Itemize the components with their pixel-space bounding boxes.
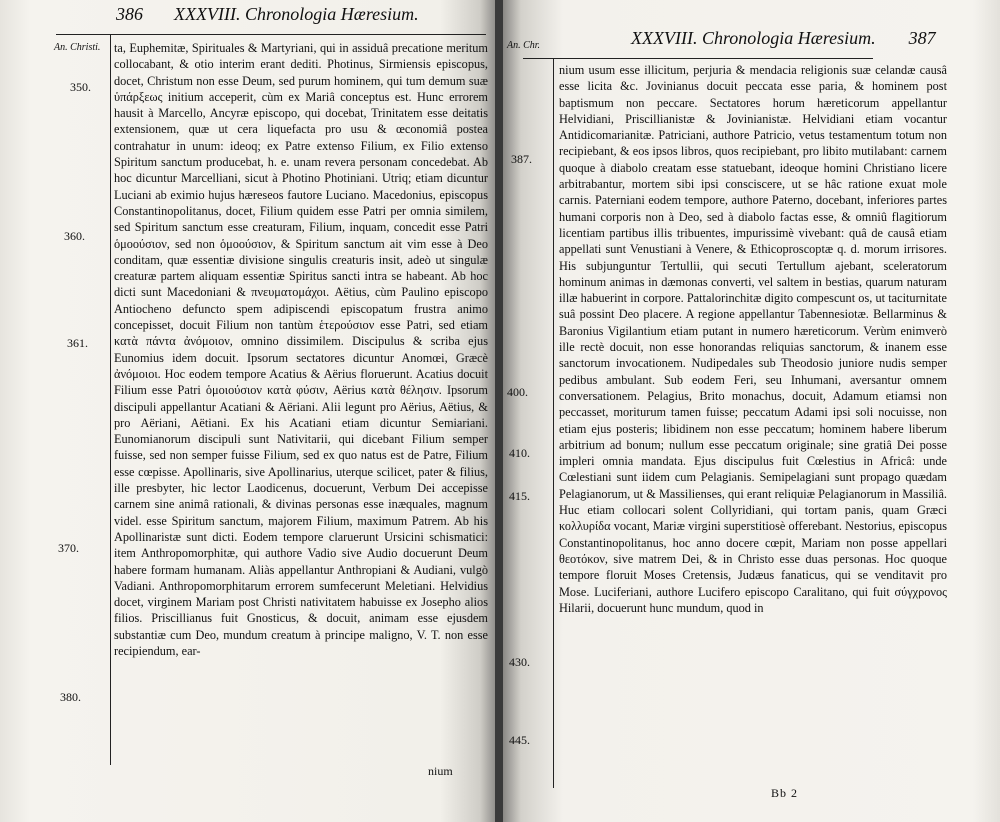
right-body-text — [559, 62, 947, 616]
year-label: 415. — [509, 489, 530, 503]
left-header-rule — [56, 34, 486, 35]
right-margin-rule — [553, 58, 554, 788]
left-page — [0, 0, 497, 822]
left-header — [116, 4, 419, 25]
year-label: 350. — [70, 80, 91, 94]
right-margin-label: An. Chr. — [507, 40, 541, 51]
year-label: 387. — [511, 152, 532, 166]
right-signature-mark: Bb 2 — [771, 786, 799, 800]
year-label: 361. — [67, 336, 88, 350]
year-label: 370. — [58, 541, 79, 555]
right-running-title: XXXVIII. Chronologia Hæresium. — [631, 28, 876, 48]
year-label: 380. — [60, 690, 81, 704]
right-header-rule — [523, 58, 873, 59]
year-label: 400. — [507, 385, 528, 399]
right-page — [503, 0, 1000, 822]
left-body-text — [114, 40, 488, 659]
year-label: 445. — [509, 733, 530, 747]
right-header — [631, 28, 936, 49]
left-margin-rule — [110, 35, 111, 765]
year-label: 430. — [509, 655, 530, 669]
year-label: 410. — [509, 446, 530, 460]
left-catchword: nium — [428, 764, 453, 778]
year-label: 360. — [64, 229, 85, 243]
right-text-block: nium usum esse illicitum, perjuria & mendacia religionis suæ celandæ causâ esse licita &c. Jovinianus docuit peccata esse paria, & hominem post baptismum non peccare. Sectatores horum hæreticorum appellantur Helvidiani, Priscillianistæ & Jovinianistæ. Helvidiani etiam vocantur Antidicomarianitæ. Patriciani, authore Patricio, vetus testamentum totum non recipiebant, & eos ipsos libros, quos recipiebant, pro libito mutilabant: carnem quoque à diabolo creatam esse statuebant, ideoque homini Christiano licere arbitrabantur, mortem sibi ipsi consciscere, ut se hâc ratione exuat mole carnis. Paterniani eodem tempore, authore Paterno, docebant, inferiores partes humani corporis non à Deo, sed à diabolo factas esse, & omniû flagitiorum licentiam partibus illis tribuentes, impurissimè vivebant: quâ de causâ etiam appellati sunt Venustiani à Venere, & Ethicoproscoptæ q. d. morum irrisores. His subjunguntur Tertullii, qui secuti Tertullum ajebant, sceleratorum hominum animas in dæmonas converti, vel saltem in bestias, quarum naturam illæ habuerint in corpore. Pattalorinchitæ digito compescunt os, ut taciturnitate suâ possint Deo placere. A regione appellantur Tabennesiotæ. Bellarminus & Baronius Vigilantium etiam putant in numero hæreticorum. Verùm enimverò ille rectè docuit, non esse honorandas reliquias sanctorum, & inanem esse sanctorum invocationem. Nudipedales sub Theodosio juniore nudis semper pedibus ambulant. Sub eodem Feri, seu Inhumani, aversantur omnem conversationem. Pelagius, Brito monachus, docuit, Adamum etiamsi non peccasset, moriturum tamen fuisse; peccatum Adami ipsi soli nocuisse, non etiam ejus posteris; libidinem non esse peccatum; hominem habere liberum arbitrium ad bonum; nullum esse peccatum originale; sine gratiâ Dei posse impleri omnia mandata. Ejus discipulus fuit Cœlestius in Africâ: unde Cœlestiani sunt iidem cum Pelagianis. Semipelagiani sunt propago quædam Pelagianorum, ut & Massilienses, qui erant reliquiæ Pelagianorum in Massiliâ. Huc etiam collocari solent Collyridiani, qui tortam panis, quam Græci κολλυρίδα vocant, Mariæ virgini superstitiosè offerebant. Nestorius, episcopus Constantinopolitanus, hoc anno docere cœpit, Mariam non posse appellari θεοτόκον, sive matrem Dei, & in Christo esse duas personas. Hoc quoque tempore floruit Moses Cretensis, Judæus fanaticus, qui se venditavit pro Mose. Luciferiani, authore Lucifero episcopo Caralitano, qui fuit σύγχρονος Hilarii, docuerunt hunc mundum, quod in — [559, 63, 947, 615]
left-margin-label: An. Christi. — [54, 42, 101, 53]
left-text-block: ta, Euphemitæ, Spirituales & Martyriani, qui in assiduâ precatione meritum collocabant, & otio interim erant dediti. Photinus, Sirmiensis episcopus, docet, Christum non esse Deum, sed purum hominem, qui tum demum suæ ὑπάρξεως initium acceperit, cùm ex Mariâ conceptus est. Hunc errorem hausit à Marcello, Ancyræ episcopo, qui docebat, Trinitatem esse deitatis extensionem, quæ ut cera liquefacta pro usu & œconomiâ postea contrahatur in unum: ideoq; ex Patre extenso Filium, ex Filio extenso Spiritum sanctum producebat, h. e. unam revera personam concedebat. Ab hoc dicuntur Marcelliani, sicut à Photino Photiniani. Utriq; etiam dicuntur Luciani ab eximio hujus hæreseos fautore Luciano. Macedonius, episcopus Constantinopolitanus, docet, Filium quidem esse Patri per omnia similem, sed Spiritum sanctum esse creaturam, Filium, inquam, concedit esse Patri ὁμοούσιον, sed non ὁμοούσιον, & Spiritum sanctum ait vim esse à Deo conditam, quæ essentiæ divisione singulis creaturis insit, adeò ut singulæ creaturæ partem aliquam essentiæ Spiritus sancti intra se habeant. Ab hoc dicti sunt Macedoniani & πνευματομάχοι. Aëtius, cùm Paulino episcopo Antiocheno defuncto spem adipiscendi episcopatum frustra animo concepisset, docuit Filium non tantùm ἑτερούσιον esse Patri, sed etiam κατὰ πάντα ἀνόμοιον, omnino dissimilem. Discipulus & scriba ejus Eunomius idem docuit. Ipsorum sectatores dicuntur Anomœi, Græcè ἀνόμοιοι. Hoc eodem tempore Acatius & Aërius floruerunt. Acatius docuit Filium esse Patri ὁμοιούσιον κατὰ φύσιν, Aërius κατὰ θέλησιν. Ipsorum discipuli appellantur Acatiani & Aëriani. Alii legunt pro Aërius, Aëtius, & pro Aëriani, Aëtiani. Ex his Acatiani etiam dicuntur Semiariani. Eunomianorum discipuli sunt Nativitarii, qui dicebant Filium semper fuisse, sed non semper fuisse Filium, sed ex quo natus est de Patre, Filium esse cœpisse. Apollinaris, sive Apollinarius, uterque scilicet, pater & filius, ille presbyter, hic lector Laodicenus, docuerunt, Verbum Dei accepisse carnem sine animâ rationali, & divinas personas esse inæquales, magnum videl. esse Spiritum sanctum, majorem Filium, maximum Patrem. Ab his Apollinaristæ sunt dicti. Eodem tempore claruerunt Ursicini schismatici: item Anthropomorphitæ, qui authore Vadio sive Audio docuerunt Deum habere formam humanam. Aliàs appellantur Anthropiani & Audiani, vulgò Vadiani. Anthropomorphitarum errorem sumfecerunt Meletiani. Helvidius docet, virginem Mariam post Christi nativitatem habuisse ex Josepho alios filios. Priscillianus fuit Gnosticus, & docuit, animam esse ejusdem substantiæ cum Deo, mundum creatum à principe maligno, V. T. non esse recipiendum, ear- — [114, 41, 488, 658]
left-running-title: XXXVIII. Chronologia Hæresium. — [174, 4, 419, 24]
left-page-number: 386 — [116, 4, 143, 24]
right-page-number: 387 — [908, 28, 936, 48]
